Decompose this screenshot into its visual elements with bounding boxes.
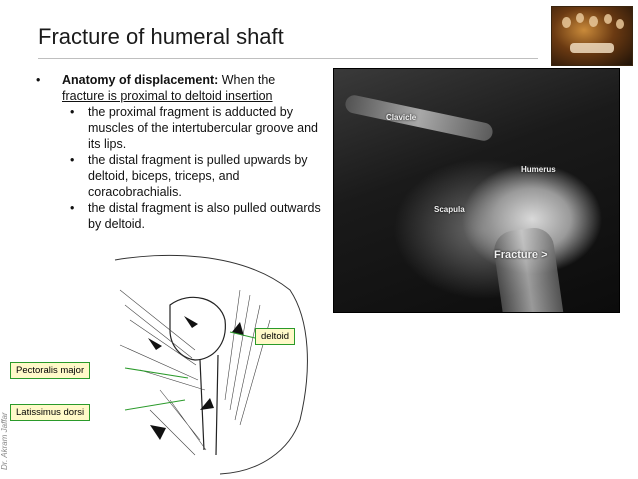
sub-bullet-text: the proximal fragment is adducted by muscles of the intertubercular groove and its lips.	[88, 105, 318, 151]
author-watermark: Dr. Akram Jaffar	[0, 412, 9, 470]
clavicle-bone	[344, 94, 494, 143]
anatomy-lesson-painting	[551, 6, 633, 66]
xray-label-fracture: Fracture >	[494, 249, 548, 261]
main-bullet-label: Anatomy of displacement:	[62, 73, 219, 87]
shoulder-xray-image	[333, 68, 620, 313]
xray-label-humerus: Humerus	[521, 165, 556, 174]
main-bullet-connector: When the	[218, 73, 276, 87]
sub-bullet-text: the distal fragment is also pulled outwards by deltoid.	[88, 201, 321, 231]
sub-bullet-marker: •	[70, 105, 75, 119]
title-divider	[38, 58, 538, 59]
humerus-shaft	[492, 225, 567, 313]
xray-label-scapula: Scapula	[434, 205, 465, 214]
sub-bullet-marker: •	[70, 201, 75, 215]
label-latissimus-dorsi: Latissimus dorsi	[10, 404, 90, 421]
bullet-list	[36, 72, 321, 232]
sub-bullet-text: the distal fragment is pulled upwards by deltoid, biceps, triceps, and coracobrachialis.	[88, 153, 308, 199]
slide-title: Fracture of humeral shaft	[38, 24, 284, 49]
xray-label-clavicle: Clavicle	[386, 113, 417, 122]
bullet-marker: •	[36, 73, 41, 87]
main-bullet-underlined: fracture is proximal to deltoid insertion	[62, 89, 273, 103]
main-bullet	[36, 72, 321, 104]
sub-bullet	[36, 200, 321, 232]
label-deltoid: deltoid	[255, 328, 295, 345]
label-pectoralis-major: Pectoralis major	[10, 362, 90, 379]
sub-bullet	[36, 152, 321, 200]
muscle-displacement-diagram	[100, 250, 315, 475]
sub-bullet	[36, 104, 321, 152]
sub-bullet-marker: •	[70, 153, 75, 167]
